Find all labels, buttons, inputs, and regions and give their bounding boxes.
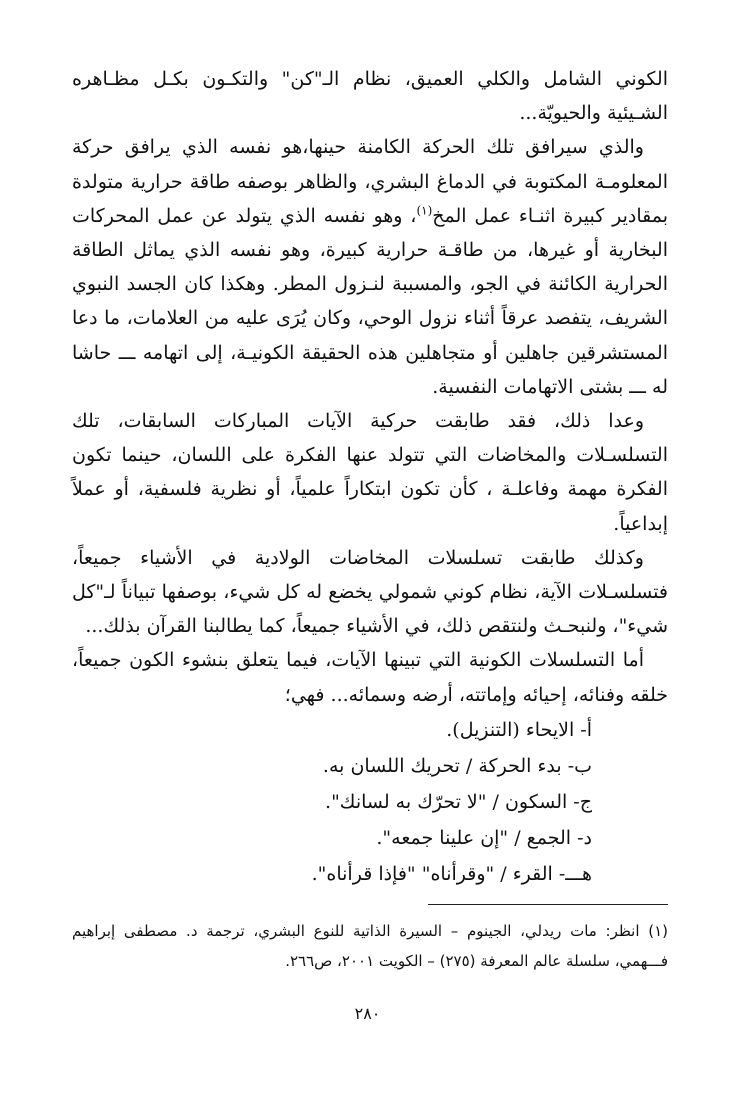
footnote-divider [428, 904, 668, 905]
paragraph-2-end: ، وهو نفسه الذي يتولد عن عمل المحركات البخارية أو غيرها، من طاقـة حرارية كبيرة، وهو نفسه الذي يماثل الطاقة الحرارية الكائنة في الجو، والمسببة لنـزول المطر. وهكذا كان الجسد النبوي الشريف، يتفصد عرقاً أثناء نزول الوحي، وكان يُرَى عليه من العلامات، ما دعا المستشرقين جاهلين أو متجاهلين هذه الحقيقة الكونيـة، إلى اتهامه ـــ حاشا له ـــ بشتى الاتهامات النفسية. [72, 204, 668, 398]
footnote-text: انظر: مات ريدلي، الجينوم – السيرة الذاتية للنوع البشري، ترجمة د. مصطفى إبراهيم فـــهمي، سلسلة عالم المعرفة (٢٧٥) – الكويت ٢٠٠١، ص٢٦٦. [72, 922, 668, 970]
paragraph-2-start: والذي سيرافق تلك الحركة الكامنة حينها،هو نفسه الذي يرافق حركة المعلومـة المكتوبة في الدماغ البشري، والظاهر بوصفه طاقة حرارية متولدة بمقادير كبيرة اثنـاء عمل المخ [72, 136, 668, 227]
stages-list [72, 712, 668, 892]
list-item: أ- الايحاء (التنزيل). [446, 718, 592, 741]
paragraph-1: الكوني الشامل والكلي العميق، نظام الـ"كن" والتكـون بكـل مظـاهره الشـيئية والحيويّة... [72, 68, 668, 125]
paragraph-5: أما التسلسلات الكونية التي تبينها الآيات، فيما يتعلق بنشوء الكون جميعاً، خلقه وفنائه، إحيائه وإماتته، أرضه وسمائه... فهي؛ [72, 649, 668, 706]
paragraph-2 [72, 130, 668, 404]
paragraph-4: وكذلك طابقت تسلسلات المخاضات الولادية في الأشياء جميعاً، فتسلسـلات الآية، نظام كوني شمولي يخضع له كل شيء، بوصفها تبياناً لـ"كل شيء"، ولنبحـث ولنتقص ذلك، في الأشياء جميعاً، كما يطالبنا القرآن بذلك... [72, 546, 668, 638]
list-item: ب- بدء الحركة / تحريك اللسان به. [322, 754, 592, 777]
footnote [72, 916, 668, 976]
footnote-reference[interactable]: (١) [416, 203, 433, 218]
list-item: ج- السكون / "لا تحرّك به لسانك". [325, 790, 592, 813]
page-number: ٢٨٠ [354, 1004, 381, 1023]
list-item: هـــ- القرء / "وقرأناه" "فإذا قرأناه". [311, 862, 592, 885]
footnote-marker: (١) [648, 922, 668, 940]
main-text [72, 62, 668, 892]
list-item: د- الجمع / "إن علينا جمعه". [376, 826, 592, 849]
paragraph-3: وعدا ذلك، فقد طابقت حركية الآيات المباركات السابقات، تلك التسلسـلات والمخاضات التي تتولد عنها الفكرة على اللسان، حينما تكون الفكرة مهمة وفاعلـة ، كأن تكون ابتكاراً علمياً، أو نظرية فلسفية، أو عملاً إبداعياً. [72, 410, 668, 535]
